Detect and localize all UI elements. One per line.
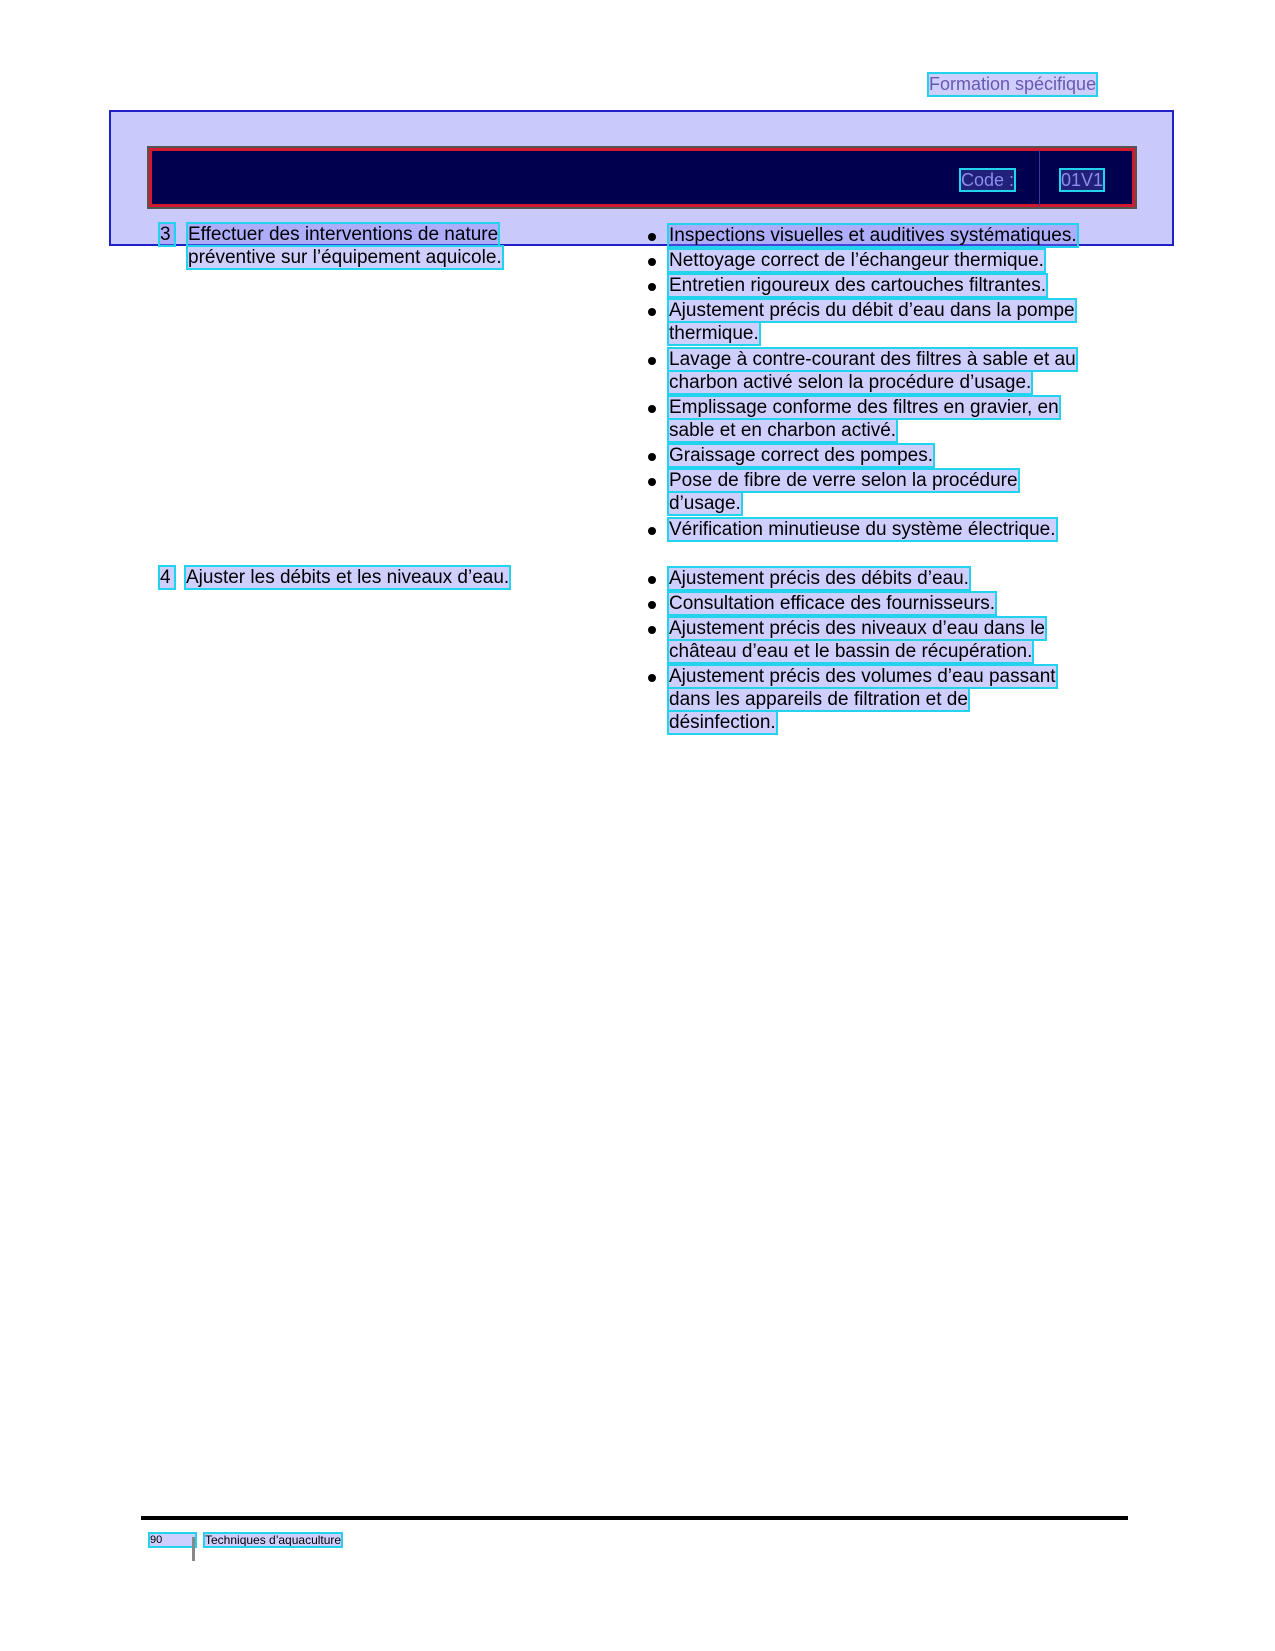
indicator-line: Pose de fibre de verre selon la procédure xyxy=(669,470,1018,491)
bullet-icon xyxy=(648,453,656,461)
bullet-icon xyxy=(648,283,656,291)
bullet-icon xyxy=(648,478,656,486)
indicator-line: sable et en charbon activé. xyxy=(669,420,897,441)
code-divider xyxy=(1039,150,1040,206)
footer-separator xyxy=(192,1537,195,1561)
indicator-line: dans les appareils de filtration et de xyxy=(669,689,968,710)
indicator-line: Inspections visuelles et auditives systématiques. xyxy=(669,225,1077,246)
indicator-line: Ajustement précis du débit d’eau dans la pompe xyxy=(669,300,1075,321)
indicator-line: Nettoyage correct de l’échangeur thermique. xyxy=(669,250,1044,271)
indicator-line: Ajustement précis des niveaux d’eau dans le xyxy=(669,618,1046,639)
criterion-number: 3 xyxy=(160,224,174,245)
bullet-icon xyxy=(648,405,656,413)
bullet-icon xyxy=(648,357,656,365)
bullet-icon xyxy=(648,674,656,682)
indicator-line: Graissage correct des pompes. xyxy=(669,445,934,466)
indicator-line: charbon activé selon la procédure d’usage. xyxy=(669,372,1032,393)
bullet-icon xyxy=(648,626,656,634)
indicator-line: d’usage. xyxy=(669,493,741,514)
bullet-icon xyxy=(648,527,656,535)
indicator-line: Lavage à contre-courant des filtres à sable et au xyxy=(669,349,1076,370)
indicator-line: Entretien rigoureux des cartouches filtrantes. xyxy=(669,275,1047,296)
footer-rule xyxy=(141,1516,1128,1520)
indicator-line: Ajustement précis des volumes d’eau passant xyxy=(669,666,1056,687)
bullet-icon xyxy=(648,601,656,609)
bullet-icon xyxy=(648,576,656,584)
indicator-line: château d’eau et le bassin de récupération. xyxy=(669,641,1033,662)
criterion-line: préventive sur l’équipement aquicole. xyxy=(188,247,502,268)
bullet-icon xyxy=(648,233,656,241)
bullet-icon xyxy=(648,308,656,316)
criterion-number: 4 xyxy=(160,567,174,588)
indicator-line: Vérification minutieuse du système électrique. xyxy=(669,519,1056,540)
indicator-line: Consultation efficace des fournisseurs. xyxy=(669,593,995,614)
footer-page-number: 90 xyxy=(150,1534,195,1546)
indicator-line: Emplissage conforme des filtres en gravier, en xyxy=(669,397,1059,418)
indicator-line: thermique. xyxy=(669,323,759,344)
bullet-icon xyxy=(648,258,656,266)
indicator-line: Ajustement précis des débits d’eau. xyxy=(669,568,969,589)
indicator-line: désinfection. xyxy=(669,712,776,733)
code-value: 01V1 xyxy=(1061,170,1104,190)
code-label: Code : xyxy=(961,170,1015,190)
running-header: Formation spécifique xyxy=(929,74,1097,94)
criterion-line: Ajuster les débits et les niveaux d’eau. xyxy=(186,567,510,588)
criterion-line: Effectuer des interventions de nature xyxy=(188,224,499,245)
footer-doc-title: Techniques d’aquaculture xyxy=(205,1533,342,1547)
